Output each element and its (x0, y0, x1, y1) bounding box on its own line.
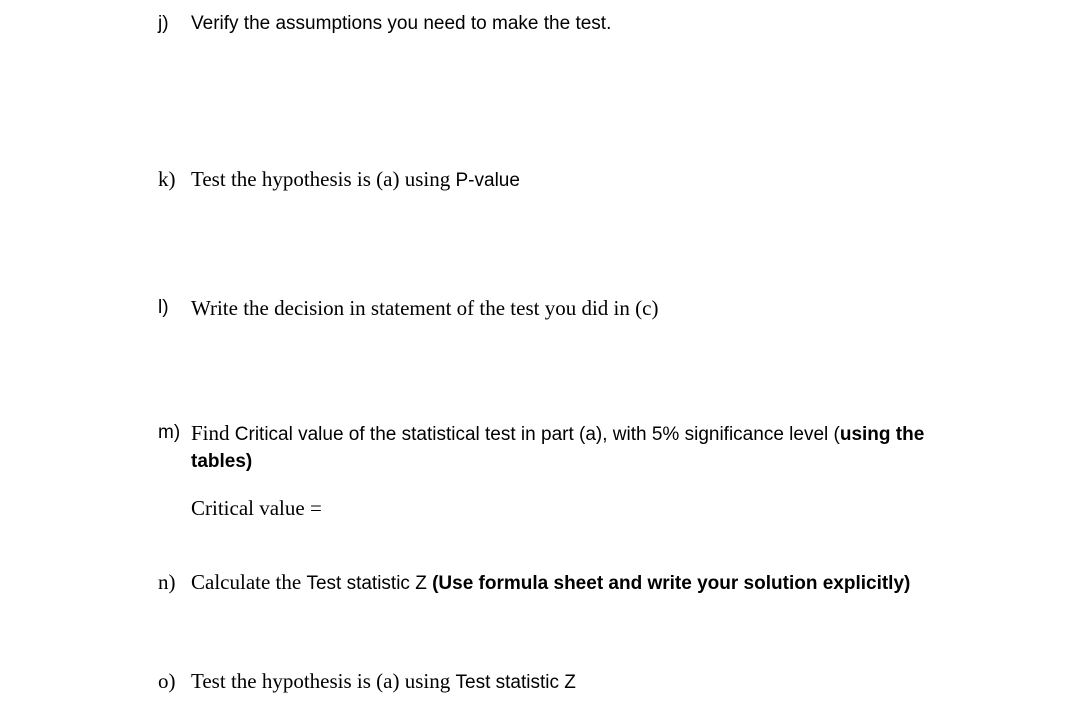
question-o-text-method: Test statistic Z (455, 672, 576, 693)
question-n-marker: n) (158, 570, 176, 594)
question-l-text: Write the decision in statement of the test you did in (c) (191, 296, 659, 320)
question-n-text-body: Test statistic Z (306, 573, 433, 594)
question-o-text-main: Test the hypothesis is (a) using (191, 669, 456, 693)
question-j-text: Verify the assumptions you need to make the test. (191, 13, 612, 34)
critical-value-label: Critical value = (191, 496, 322, 520)
question-k-marker: k) (158, 167, 176, 191)
question-l-marker: l) (158, 297, 169, 318)
question-m-text-body: Critical value of the statistical test in part (a), with 5% significance level ( (234, 424, 840, 445)
question-k (158, 166, 958, 195)
question-j-marker: j) (158, 13, 169, 34)
question-o-marker: o) (158, 669, 176, 693)
question-k-text-method: P-value (455, 170, 520, 191)
question-m-text-main: Find (191, 421, 235, 445)
question-n-text-emphasis: (Use formula sheet and write your solution explicitly) (432, 573, 911, 594)
question-l (158, 295, 958, 321)
question-m-text-emphasis: using the tables) (191, 424, 925, 472)
question-j (158, 11, 958, 37)
question-n-text-main: Calculate the (191, 570, 307, 594)
question-k-text-main: Test the hypothesis is (a) using (191, 167, 456, 191)
question-m-marker: m) (158, 422, 181, 443)
question-m (158, 420, 958, 476)
question-o (158, 668, 958, 697)
question-n (158, 569, 958, 598)
